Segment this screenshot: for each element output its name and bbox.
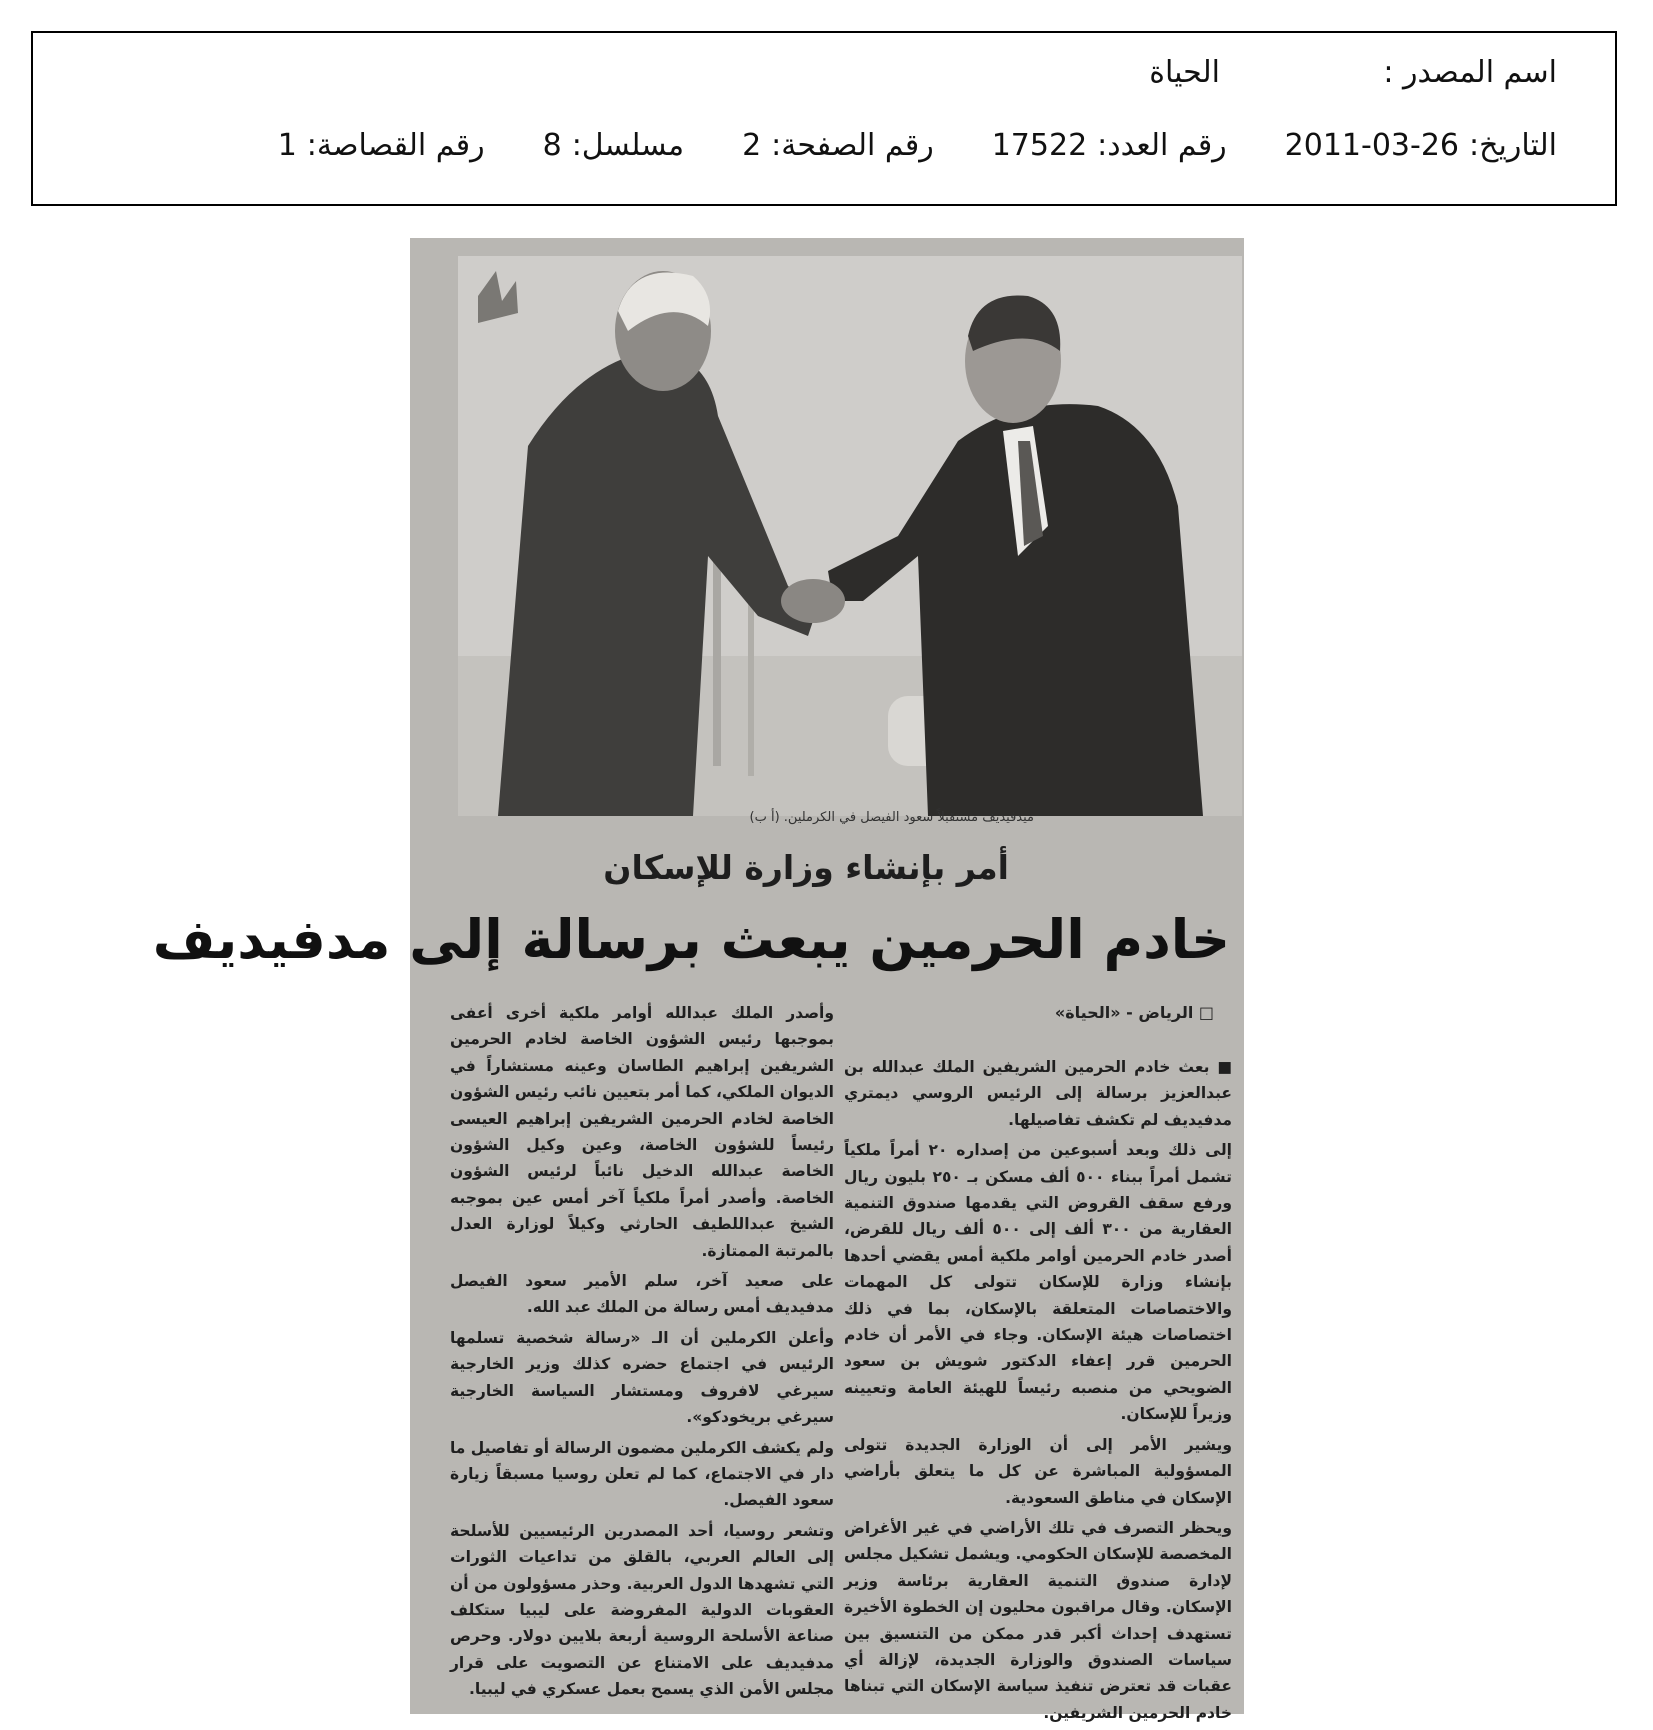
date-label: التاريخ:	[1469, 128, 1557, 163]
serial-value: 8	[542, 128, 562, 163]
issue-label: رقم العدد:	[1097, 128, 1227, 163]
serial-field	[543, 128, 684, 163]
page-value: 2	[742, 128, 762, 163]
paragraph: ويشير الأمر إلى أن الوزارة الجديدة تتولى المسؤولية المباشرة عن كل ما يتعلق بأراضي الإسكان في مناطق السعودية.	[844, 1435, 1232, 1507]
clip-label: رقم القصاصة:	[306, 128, 485, 163]
paragraph: ولم يكشف الكرملين مضمون الرسالة أو تفاصيل ما دار في الاجتماع، كما لم تعلن روسيا مسبقاً زيارة سعود الفيصل.	[449, 1438, 834, 1510]
issue-value: 17522	[991, 128, 1088, 163]
clip-value: 1	[277, 128, 297, 163]
meta-row	[220, 128, 1557, 163]
paragraph: وأعلن الكرملين أن الـ «رسالة شخصية تسلمها الرئيس في اجتماع حضره كذلك وزير الخارجية سيرغي لافروف ومستشار السياسة الخارجية سيرغي بريخودكو».	[450, 1328, 834, 1427]
page-field	[742, 128, 934, 163]
photo-caption: ميدفيديف مستقبلاً سعود الفيصل في الكرملين. (أ ب)	[749, 810, 1034, 825]
article-headline: خادم الحرمين يبعث برسالة إلى مدفيديف	[152, 908, 1230, 971]
serial-label: مسلسل:	[571, 128, 685, 163]
paragraph: ■ بعث خادم الحرمين الشريفين الملك عبدالله بن عبدالعزيز برسالة إلى الرئيس الروسي ديمتري مدفيديف لم تكشف تفاصيلها.	[844, 1058, 1232, 1129]
article-photo	[458, 256, 1242, 816]
paragraph: على صعيد آخر، سلم الأمير سعود الفيصل مدفيديف أمس رسالة من الملك عبد الله.	[450, 1272, 834, 1317]
page-label: رقم الصفحة:	[771, 128, 934, 163]
source-label: اسم المصدر :	[1383, 55, 1557, 90]
newspaper-clipping	[152, 238, 1244, 1722]
paragraph: وتشعر روسيا، أحد المصدرين الرئيسيين للأسلحة إلى العالم العربي، بالقلق من تداعيات الثورات التي تشهدها الدول العربية. وحذر مسؤولون من أن العقوبات الدولية المفروضة على ليبيا ستكلف صناعة الأسلحة الروسية أربعة بلايين دولار. وحرص مدفيديف على الامتناع عن التصويت على قرار مجلس الأمن الذي يسمح بعمل عسكري في ليبيا.	[450, 1521, 834, 1699]
date-field	[1285, 128, 1557, 163]
source-value: الحياة	[1149, 55, 1220, 90]
paragraph: وأصدر الملك عبدالله أوامر ملكية أخرى أعفى بموجبها رئيس الشؤون الخاصة لخادم الحرمين الشريفين إبراهيم الطاسان وعينه مستشاراً في الديوان الملكي، كما أمر بتعيين نائب رئيس الشؤون الخاصة لخادم الحرمين الشريفين إبراهيم العيسى رئيساً للشؤون الخاصة، وعين وكيل الشؤون الخاصة عبدالله الدخيل نائباً لرئيس الشؤون الخاصة. وأصدر أمراً ملكياً آخر أمس عين بموجبه الشيخ عبداللطيف الحارثي وكيلاً لوزارة العدل بالمرتبة الممتازة.	[450, 1004, 834, 1260]
date-value: 2011-03-26	[1284, 128, 1460, 163]
issue-field	[992, 128, 1227, 163]
handshake-photo-illustration	[458, 256, 1242, 816]
paragraph: ويحظر التصرف في تلك الأراضي في غير الأغراض المخصصة للإسكان الحكومي. ويشمل تشكيل مجلس لإدارة صندوق التنمية العقارية برئاسة وزير الإسكان. وقال مراقبون محليون إن الخطوة الأخيرة تستهدف إحداث أكبر قدر ممكن من التنسيق بين سياسات الصندوق والوزارة الجديدة، لإزالة أي عقبات قد تعترض تنفيذ سياسة الإسكان التي تبناها خادم الحرمين الشريفين.	[844, 1518, 1232, 1722]
clip-field	[278, 128, 485, 163]
clipping-info-box	[31, 31, 1617, 206]
article-column-left	[450, 1000, 834, 1707]
paragraph: إلى ذلك وبعد أسبوعين من إصداره ٢٠ أمراً ملكياً تشمل أمراً ببناء ٥٠٠ ألف مسكن بـ ٢٥٠ بليون ريال ورفع سقف القروض التي يقدمها صندوق التنمية العقارية من ٣٠٠ ألف إلى ٥٠٠ ألف ريال للقرض، أصدر خادم الحرمين أوامر ملكية أمس يقضي أحدها بإنشاء وزارة للإسكان تتولى كل المهمات والاختصاصات المتعلقة بالإسكان، بما في ذلك اختصاصات هيئة الإسكان. وجاء في الأمر أن خادم الحرمين قرر إعفاء الدكتور شويش بن سعود الضويحي من منصبه رئيساً للهيئة العامة وتعيينه وزيراً للإسكان.	[844, 1141, 1232, 1424]
article-byline: □ الرياض - «الحياة»	[1054, 1003, 1214, 1022]
article-subheadline: أمر بإنشاء وزارة للإسكان	[603, 848, 1009, 887]
article-column-right	[844, 1054, 1232, 1730]
